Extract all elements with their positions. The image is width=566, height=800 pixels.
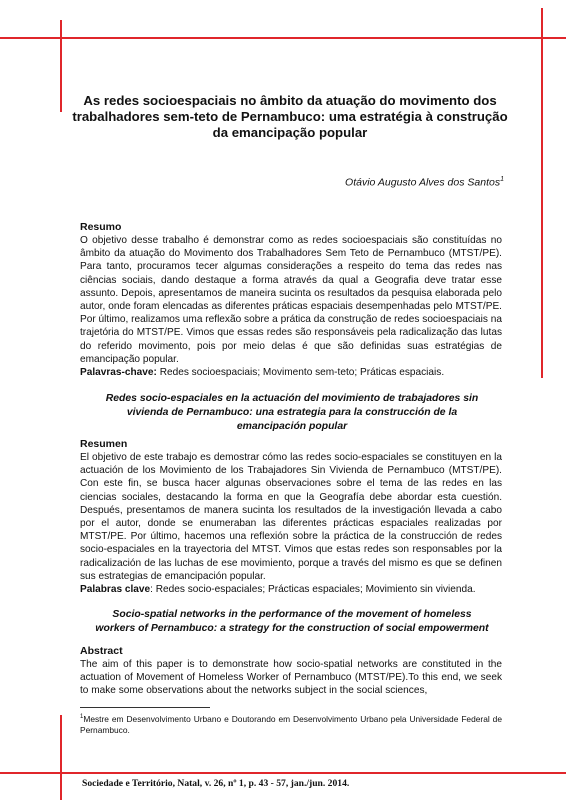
- abstract-text: The aim of this paper is to demonstrate how socio-spatial networks are constituted in the actuation of Movement of Homeless Worker of Pernambuco (MTST/PE).To this end, we seek to make some observations about the networks subject in the social sciences,: [80, 659, 502, 697]
- footnote-divider: [80, 707, 210, 708]
- resumo-keywords: [80, 366, 502, 379]
- author-name-text: Otávio Augusto Alves dos Santos: [345, 176, 501, 189]
- english-title: Socio-spatial networks in the performance of the movement of homeless workers of Pernambuco: a strategy for the construction of social empowerment: [95, 609, 489, 634]
- author-footnote-mark: 1: [500, 176, 504, 183]
- resumen-keywords-label: Palabras clave: [80, 584, 151, 596]
- resumen-text: El objetivo de este trabajo es demostrar cómo las redes socio-espaciales se constituyen en la actuación de los Movimiento de los Trabajadores Sin Vivienda de Pernambuco (MTST/PE). Con este fin, se busca hacer algunas observaciones sobre el tema de las redes en las ciencias sociales, destacando la forma en que la Geografía debe abordar esta cuestión. Después, presentamos de manera sucinta los resultados de la investigación llevada a cabo por el autor, donde se enumeraban las diferentes prácticas espaciales realizadas por MTST/PE. Por último, hacemos una reflexión sobre la práctica de la construcción de redes socio-espaciales en la trayectoria del MTST. Vimos que estas redes son responsables por la radicalización de las luchas de ese movimiento, porque a través del mismo es que se definen sus estrategias de emancipación popular.: [80, 452, 502, 582]
- resumen-heading: Resumen: [80, 438, 128, 450]
- abstract-heading: Abstract: [80, 645, 123, 657]
- resumo-text: O objetivo desse trabalho é demonstrar como as redes socioespaciais são constituídas no âmbito da atuação do Movimento dos Trabalhadores Sem Teto de Pernambuco (MTST/PE). Para tanto, procuramos tecer algumas considerações a respeito do tema das redes nas ciências sociais, dando destaque a forma através da qual a Geografia deve tratar esse assunto. Depois, apresentamos de maneira sucinta os resultados da pesquisa elaborada pelo autor, onde foram elencadas as diferentes práticas espaciais desempenhadas pelo MTST/PE. Por último, realizamos uma reflexão sobre a prática da construção de redes socioespaciais na trajetória do MTST/PE. Vimos que essas redes são responsáveis pela radicalização das lutas do referido movimento, pois por meio delas é que são definidas suas estratégias de emancipação popular.: [80, 235, 502, 365]
- footnote: [80, 712, 502, 736]
- top-border-line: [0, 37, 566, 39]
- resumo-keywords-label: Palavras-chave:: [80, 367, 157, 379]
- footnote-mark: 1: [80, 714, 84, 720]
- resumen-section: [80, 438, 502, 596]
- bottom-border-line: [0, 772, 566, 774]
- author-name: [345, 176, 504, 189]
- right-border-line: [541, 8, 543, 378]
- paper-title: As redes socioespaciais no âmbito da atuação do movimento dos trabalhadores sem-teto de Pernambuco: uma estratégia à construção da emancipação popular: [72, 93, 508, 140]
- resumen-keywords-text: : Redes socio-espaciales; Prácticas espaciales; Movimiento sin vivienda.: [150, 584, 476, 596]
- resumen-keywords: [80, 583, 502, 596]
- resumo-keywords-text: Redes socioespaciais; Movimento sem-teto; Práticas espaciais.: [159, 367, 445, 379]
- journal-footer: Sociedade e Território, Natal, v. 26, nº 1, p. 43 - 57, jan./jun. 2014.: [82, 778, 350, 789]
- abstract-section: [80, 645, 502, 698]
- left-border-line: [60, 20, 62, 112]
- bottom-left-vertical-line: [60, 715, 62, 800]
- resumo-heading: Resumo: [80, 221, 122, 233]
- resumo-section: [80, 221, 502, 379]
- spanish-title: Redes socio-espaciales en la actuación del movimiento de trabajadores sin vivienda de Pernambuco: una estrategia para la construcción de la emancipación popular: [105, 393, 479, 432]
- footnote-text: Mestre em Desenvolvimento Urbano e Doutorando em Desenvolvimento Urbano pela Universidade Federal de Pernambuco.: [80, 713, 502, 735]
